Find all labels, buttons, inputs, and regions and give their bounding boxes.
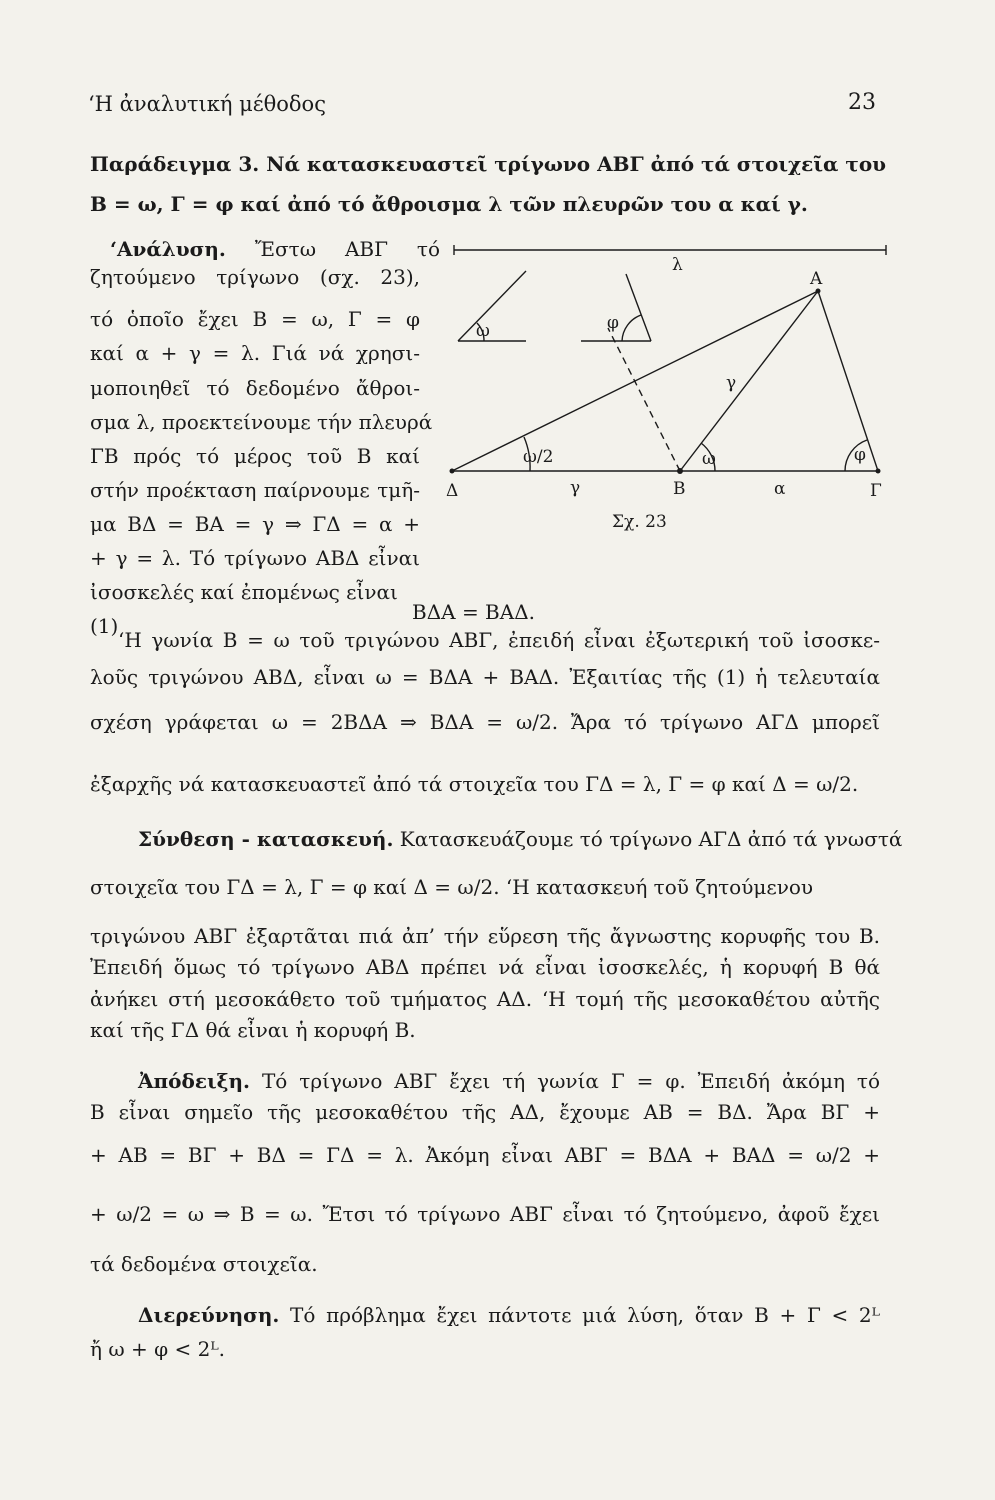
label-G: Γ xyxy=(870,481,882,501)
proof-line: Β εἶναι σημεῖο τῆς μεσοκαθέτου τῆς ΑΔ, ἔχουμε ΑΒ = ΒΔ. Ἄρα ΒΓ + xyxy=(90,1100,880,1124)
label-phi-small: φ xyxy=(607,313,619,333)
synthesis-line-1 xyxy=(138,825,903,853)
analysis-first-text: Ἔστω ΑΒΓ τό xyxy=(254,237,441,261)
label-omega-small: ω xyxy=(476,321,490,341)
analysis-line: καί α + γ = λ. Γιά νά χρησι- xyxy=(90,341,420,365)
synthesis-line: στοιχεῖα του ΓΔ = λ, Γ = φ καί Δ = ω/2. ‘Η κατασκευή τοῦ ζητούμενου xyxy=(90,875,814,899)
label-B: Β xyxy=(673,479,686,499)
label-gamma-side: γ xyxy=(726,373,737,393)
synthesis-first-text: Κατασκευάζουμε τό τρίγωνο ΑΓΔ ἀπό τά γνωστά xyxy=(399,827,903,851)
discussion-line: ἤ ω + φ < 2ᴸ. xyxy=(90,1337,226,1361)
proof-label: Ἀπόδειξη. xyxy=(138,1069,251,1093)
analysis-line: μα ΒΔ = ΒΑ = γ ⇒ ΓΔ = α + xyxy=(90,512,420,536)
page-number: 23 xyxy=(848,90,876,115)
synthesis-line: Ἐπειδή ὅμως τό τρίγωνο ΑΒΔ πρέπει νά εἶναι ἰσοσκελές, ἡ κορυφή Β θά xyxy=(90,955,880,979)
analysis-label: ‘Ανάλυση. xyxy=(110,237,226,261)
proof-first-text: Τό τρίγωνο ΑΒΓ ἔχει τή γωνία Γ = φ. Ἐπειδή ἀκόμη τό xyxy=(261,1069,880,1093)
discussion-first-text: Τό πρόβλημα ἔχει πάντοτε μιά λύση, ὅταν B + Γ < 2ᴸ xyxy=(290,1303,881,1327)
para1-line-3: σχέση γράφεται ω = 2ΒΔΑ ⇒ ΒΔΑ = ω/2. Ἄρα τό τρίγωνο ΑΓΔ μπορεῖ xyxy=(90,710,880,734)
para1-line-4: ἐξαρχῆς νά κατασκευαστεῖ ἀπό τά στοιχεῖα του ΓΔ = λ, Γ = φ καί Δ = ω/2. xyxy=(90,772,859,796)
equation-1: ΒΔΑ = ΒΑΔ. xyxy=(412,600,535,624)
label-omega-B: ω xyxy=(702,449,716,469)
analysis-line: μοποιηθεῖ τό δεδομένο ἄθροι- xyxy=(90,376,420,400)
figure-23 xyxy=(440,238,890,548)
analysis-line: + γ = λ. Τό τρίγωνο ΑΒΔ εἶναι xyxy=(90,546,420,570)
label-A: Α xyxy=(810,269,823,289)
running-head: ‘Η ἀναλυτική μέθοδος xyxy=(88,92,326,116)
synthesis-line: καί τῆς ΓΔ θά εἶναι ἡ κορυφή Β. xyxy=(90,1018,416,1042)
example-label: Παράδειγμα 3. xyxy=(90,152,260,176)
discussion-line-1 xyxy=(138,1301,880,1329)
synthesis-line: ἀνήκει στή μεσοκάθετο τοῦ τμήματος ΑΔ. ‘Η τομή τῆς μεσοκαθέτου αὐτῆς xyxy=(90,987,880,1011)
proof-line-1 xyxy=(138,1067,880,1095)
discussion-label: Διερεύνηση. xyxy=(138,1303,280,1327)
label-D: Δ xyxy=(446,481,459,501)
para1-line-1: ‘Η γωνία B = ω τοῦ τριγώνου ΑΒΓ, ἐπειδή εἶναι ἐξωτερική τοῦ ἰσοσκε- xyxy=(118,628,880,652)
segment-BA xyxy=(680,291,818,471)
equation-tag: (1) xyxy=(90,614,119,638)
analysis-line: τό ὁποῖο ἔχει B = ω, Γ = φ xyxy=(90,307,420,331)
label-omega-half: ω/2 xyxy=(523,447,554,467)
analysis-line: ΓΒ πρός τό μέρος τοῦ Β καί xyxy=(90,444,420,468)
label-alpha: α xyxy=(774,479,786,499)
synthesis-line: τριγώνου ΑΒΓ ἐξαρτᾶται πιά ἀπ’ τήν εὕρεση τῆς ἄγνωστης κορυφῆς του Β. xyxy=(90,924,880,948)
label-gamma-base: γ xyxy=(570,478,581,498)
example-heading xyxy=(90,150,887,178)
label-lambda: λ xyxy=(672,255,683,275)
analysis-line: σμα λ, προεκτείνουμε τήν πλευρά xyxy=(90,410,433,434)
example-heading-line2: B = ω, Γ = φ καί ἀπό τό ἄθροισμα λ τῶν πλευρῶν του α καί γ. xyxy=(90,192,808,216)
synthesis-label: Σύνθεση - κατασκευή. xyxy=(138,827,394,851)
proof-line: + ω/2 = ω ⇒ B = ω. Ἔτσι τό τρίγωνο ΑΒΓ εἶναι τό ζητούμενο, ἀφοῦ ἔχει xyxy=(90,1202,880,1226)
analysis-line: ἰσοσκελές καί ἐπομένως εἶναι xyxy=(90,580,398,604)
analysis-line-1 xyxy=(110,235,440,263)
proof-line: + ΑΒ = ΒΓ + ΒΔ = ΓΔ = λ. Ἀκόμη εἶναι ΑΒΓ = ΒΔΑ + ΒΑΔ = ω/2 + xyxy=(90,1143,880,1167)
perpendicular-bisector xyxy=(608,328,680,471)
proof-line: τά δεδομένα στοιχεῖα. xyxy=(90,1252,318,1276)
figure-caption: Σχ. 23 xyxy=(612,512,667,532)
analysis-line: ζητούμενο τρίγωνο (σχ. 23), xyxy=(90,265,420,289)
analysis-line: στήν προέκταση παίρνουμε τμῆ- xyxy=(90,478,420,502)
example-heading-text: Νά κατασκευαστεῖ τρίγωνο ΑΒΓ ἀπό τά στοιχεῖα του xyxy=(266,152,887,176)
segment-AG xyxy=(818,291,878,471)
label-phi-G: φ xyxy=(854,445,866,465)
para1-line-2: λοῦς τριγώνου ΑΒΔ, εἶναι ω = ΒΔΑ + ΒΑΔ. Ἐξαιτίας τῆς (1) ἡ τελευταία xyxy=(90,665,880,689)
